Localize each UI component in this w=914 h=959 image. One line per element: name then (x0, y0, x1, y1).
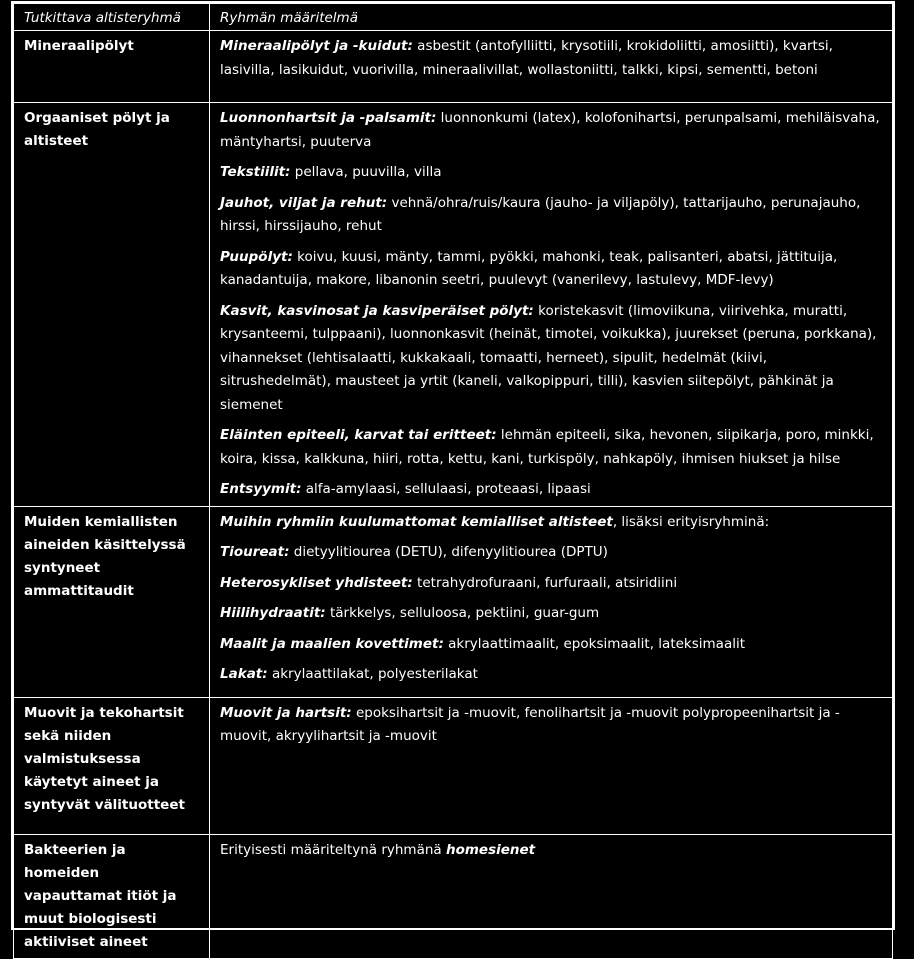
group-definition (210, 697, 893, 834)
table-header-row (14, 4, 893, 31)
entry-text: tärkkelys, selluloosa, pektiini, guar-gum (325, 605, 600, 621)
entry-emphasis: homesienet (445, 841, 536, 858)
entry-text: , lisäksi erityisryhminä: (612, 513, 770, 530)
entry-text: tetrahydrofuraani, furfuraali, atsiridiini (412, 574, 678, 591)
definition-entry (220, 663, 882, 687)
group-name: Bakteerien ja homeiden vapauttamat itiöt ja muut biologisesti aktiiviset aineet (14, 834, 210, 958)
definition-entry (220, 192, 882, 239)
entry-label: Tioureat: (220, 544, 290, 560)
entry-text: pellava, puuvilla, villa (290, 164, 442, 180)
table-row (14, 506, 893, 697)
group-name: Muiden kemiallisten aineiden käsittelyssä syntyneet ammattitaudit (14, 506, 210, 697)
entry-label: Maalit ja maalien kovettimet: (220, 635, 444, 652)
entry-text: akrylaattilakat, polyesterilakat (267, 666, 478, 682)
definition-entry (220, 424, 882, 471)
header-group-definition: Ryhmän määritelmä (210, 4, 893, 31)
group-name: Mineraalipölyt (14, 31, 210, 103)
header-exposure-group: Tutkittava altisteryhmä (14, 4, 210, 31)
entry-text: vehnä/ohra/ruis/kaura (jauho- ja viljapöly), tattarijauho, perunajauho, hirssi, hirssijauho, rehut (220, 194, 861, 234)
group-name: Orgaaniset pölyt ja altisteet (14, 103, 210, 507)
table-row (14, 697, 893, 834)
definition-entry (220, 107, 882, 154)
group-name: Muovit ja tekohartsit sekä niiden valmistuksessa käytetyt aineet ja syntyvät välituotteet (14, 697, 210, 834)
definition-entry (220, 602, 882, 626)
definition-entry (220, 246, 882, 293)
definition-entry (220, 300, 882, 418)
table-row (14, 834, 893, 958)
entry-label: Entsyymit: (220, 481, 302, 497)
entry-text: Erityisesti määriteltynä ryhmänä (220, 841, 446, 858)
entry-label: Puupölyt: (220, 248, 293, 265)
entry-label: Lakat: (220, 666, 268, 682)
group-definition (210, 506, 893, 697)
definition-entry (220, 633, 882, 657)
entry-label: Eläinten epiteeli, karvat tai eritteet: (220, 427, 497, 443)
table-row (14, 31, 893, 103)
exposure-groups-table (11, 1, 895, 950)
definition-entry (220, 541, 882, 565)
entry-label: Jauhot, viljat ja rehut: (220, 194, 388, 211)
definition-entry (220, 572, 882, 596)
group-definition (210, 103, 893, 507)
definition-entry (220, 839, 882, 863)
group-definition (210, 834, 893, 958)
entry-label: Muihin ryhmiin kuulumattomat kemialliset altisteet (220, 513, 613, 530)
table-row (14, 103, 893, 507)
entry-label: Mineraalipölyt ja -kuidut: (220, 38, 413, 54)
entry-text: epoksihartsit ja -muovit, fenolihartsit ja -muovit polypropeenihartsit ja -muovit, akryylihartsit ja -muovit (220, 704, 840, 744)
entry-label: Tekstiilit: (220, 164, 291, 180)
entry-text: asbestit (antofylliitti, krysotiili, krokidoliitti, amosiitti), kvartsi, lasivilla, lasikuidut, vuorivilla, mineraalivillat, wollastoniitti, talkki, kipsi, sementti, betoni (220, 38, 833, 78)
entry-text: dietyylitiourea (DETU), difenyylitiourea (DPTU) (289, 544, 608, 560)
group-definition (210, 31, 893, 103)
entry-text: lehmän epiteeli, sika, hevonen, siipikarja, poro, minkki, koira, kissa, kalkkuna, hiiri, rotta, kettu, kani, turkispöly, nahkapöly, ihmisen hiukset ja hilse (220, 427, 874, 467)
definition-entry (220, 702, 882, 749)
entry-label: Hiilihydraatit: (220, 605, 326, 621)
definition-entry (220, 35, 882, 82)
definition-entry (220, 478, 882, 502)
entry-text: koivu, kuusi, mänty, tammi, pyökki, mahonki, teak, palisanteri, abatsi, jättituija, kanadantuija, makore, libanonin seetri, puulevyt (vanerilevy, lastulevy, MDF-levy) (220, 248, 838, 288)
entry-text: koristekasvit (limoviikuna, viirivehka, muratti, krysanteemi, tulppaani), luonnonkasvit (heinät, timotei, voikukka), juurekset (peruna, porkkana), vihannekset (lehtisalaatti, kukkakaali, tomaatti, herneet), sipulit, hedelmät (kiivi, sitrushedelmät), mausteet ja yrtit (kaneli, valkopippuri, tilli), kasvien siitepölyt, pähkinät ja siemenet (220, 302, 877, 413)
entry-label: Muovit ja hartsit: (220, 704, 352, 721)
entry-text: luonnonkumi (latex), kolofonihartsi, perunpalsami, mehiläisvaha, mäntyhartsi, puuterva (220, 110, 880, 150)
entry-label: Heterosykliset yhdisteet: (220, 574, 413, 591)
entry-label: Kasvit, kasvinosat ja kasviperäiset pölyt: (220, 302, 534, 319)
entry-text: alfa-amylaasi, sellulaasi, proteaasi, lipaasi (301, 481, 591, 497)
definition-entry (220, 511, 882, 535)
entry-text: akrylaattimaalit, epoksimaalit, lateksimaalit (443, 635, 746, 652)
definition-entry (220, 161, 882, 185)
entry-label: Luonnonhartsit ja -palsamit: (220, 110, 437, 126)
